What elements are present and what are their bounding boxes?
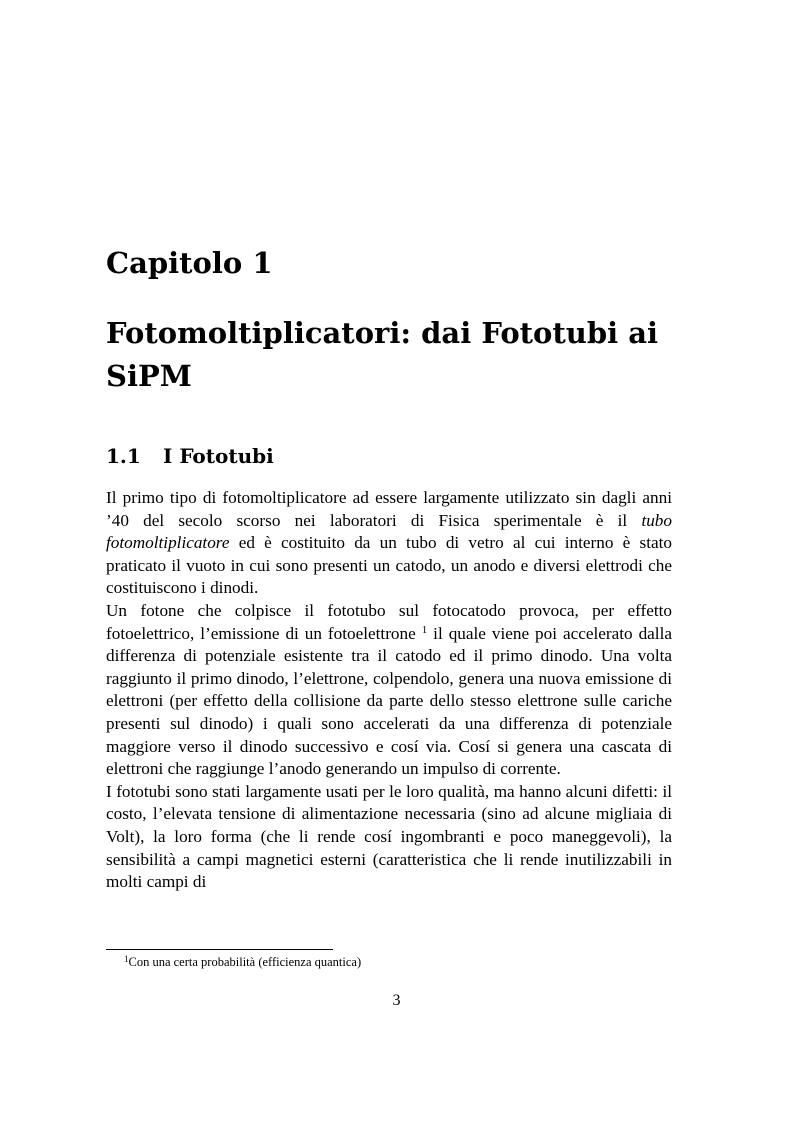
paragraph-1-emphasis: tubo fotomoltiplicatore	[106, 510, 672, 553]
paragraph-2	[106, 600, 672, 781]
footnote-text: Con una certa probabilità (efficienza quantica)	[128, 955, 362, 969]
footnote-reference[interactable]: 1	[421, 623, 428, 636]
paragraph-1-text-a: Il primo tipo di fotomoltiplicatore ad essere largamente utilizzato sin dagli anni ’40 del secolo scorso nei laboratori di Fisica sperimentale è il	[106, 488, 672, 530]
section-number: 1.1	[106, 444, 141, 468]
paragraph-1	[106, 487, 672, 600]
body-text	[106, 487, 672, 894]
page-number: 3	[392, 992, 401, 1009]
paragraph-2-text-a: Un fotone che colpisce il fototubo sul fotocatodo provoca, per effetto fotoelettrico, l’emissione di un fotoelettrone	[106, 600, 672, 643]
paragraph-1-text-b: ed è costituito da un tubo di vetro al cui interno è stato praticato il vuoto in cui sono presenti un catodo, un anodo e diversi elettrodi che costituiscono i dinodi.	[106, 533, 672, 598]
footnote	[124, 954, 361, 970]
chapter-title-line1: Fotomoltiplicatori: dai Fototubi ai	[106, 316, 659, 350]
chapter-title-line2: SiPM	[106, 359, 192, 393]
paragraph-3: I fototubi sono stati largamente usati per le loro qualità, ma hanno alcuni difetti: il costo, l’elevata tensione di alimentazione necessaria (sino ad alcune migliaia di Volt), la loro forma (che li rende cosí ingombranti e poco maneggevoli), la sensibilità a campi magnetici esterni (caratteristica che li rende inutilizzabili in molti campi di	[106, 781, 672, 892]
chapter-title	[106, 312, 696, 398]
paragraph-2-text-b: il quale viene poi accelerato dalla differenza di potenziale esistente tra il catodo ed il primo dinodo. Una volta raggiunto il primo dinodo, l’elettrone, colpendolo, genera una nuova emissione di elettroni (per effetto della collisione da parte dello stesso elettrone sulle cariche presenti sul dinodo) i quali sono accelerati da una differenza di potenziale maggiore verso il dinodo successivo e cosí via. Cosí si genera una cascata di elettroni che raggiunge l’anodo generando un impulso di corrente.	[106, 623, 672, 779]
section-heading	[106, 444, 274, 468]
footnote-number: 1	[124, 954, 129, 964]
footnote-divider	[106, 949, 333, 950]
section-title: I Fototubi	[163, 444, 274, 468]
chapter-label: Capitolo 1	[106, 246, 273, 280]
